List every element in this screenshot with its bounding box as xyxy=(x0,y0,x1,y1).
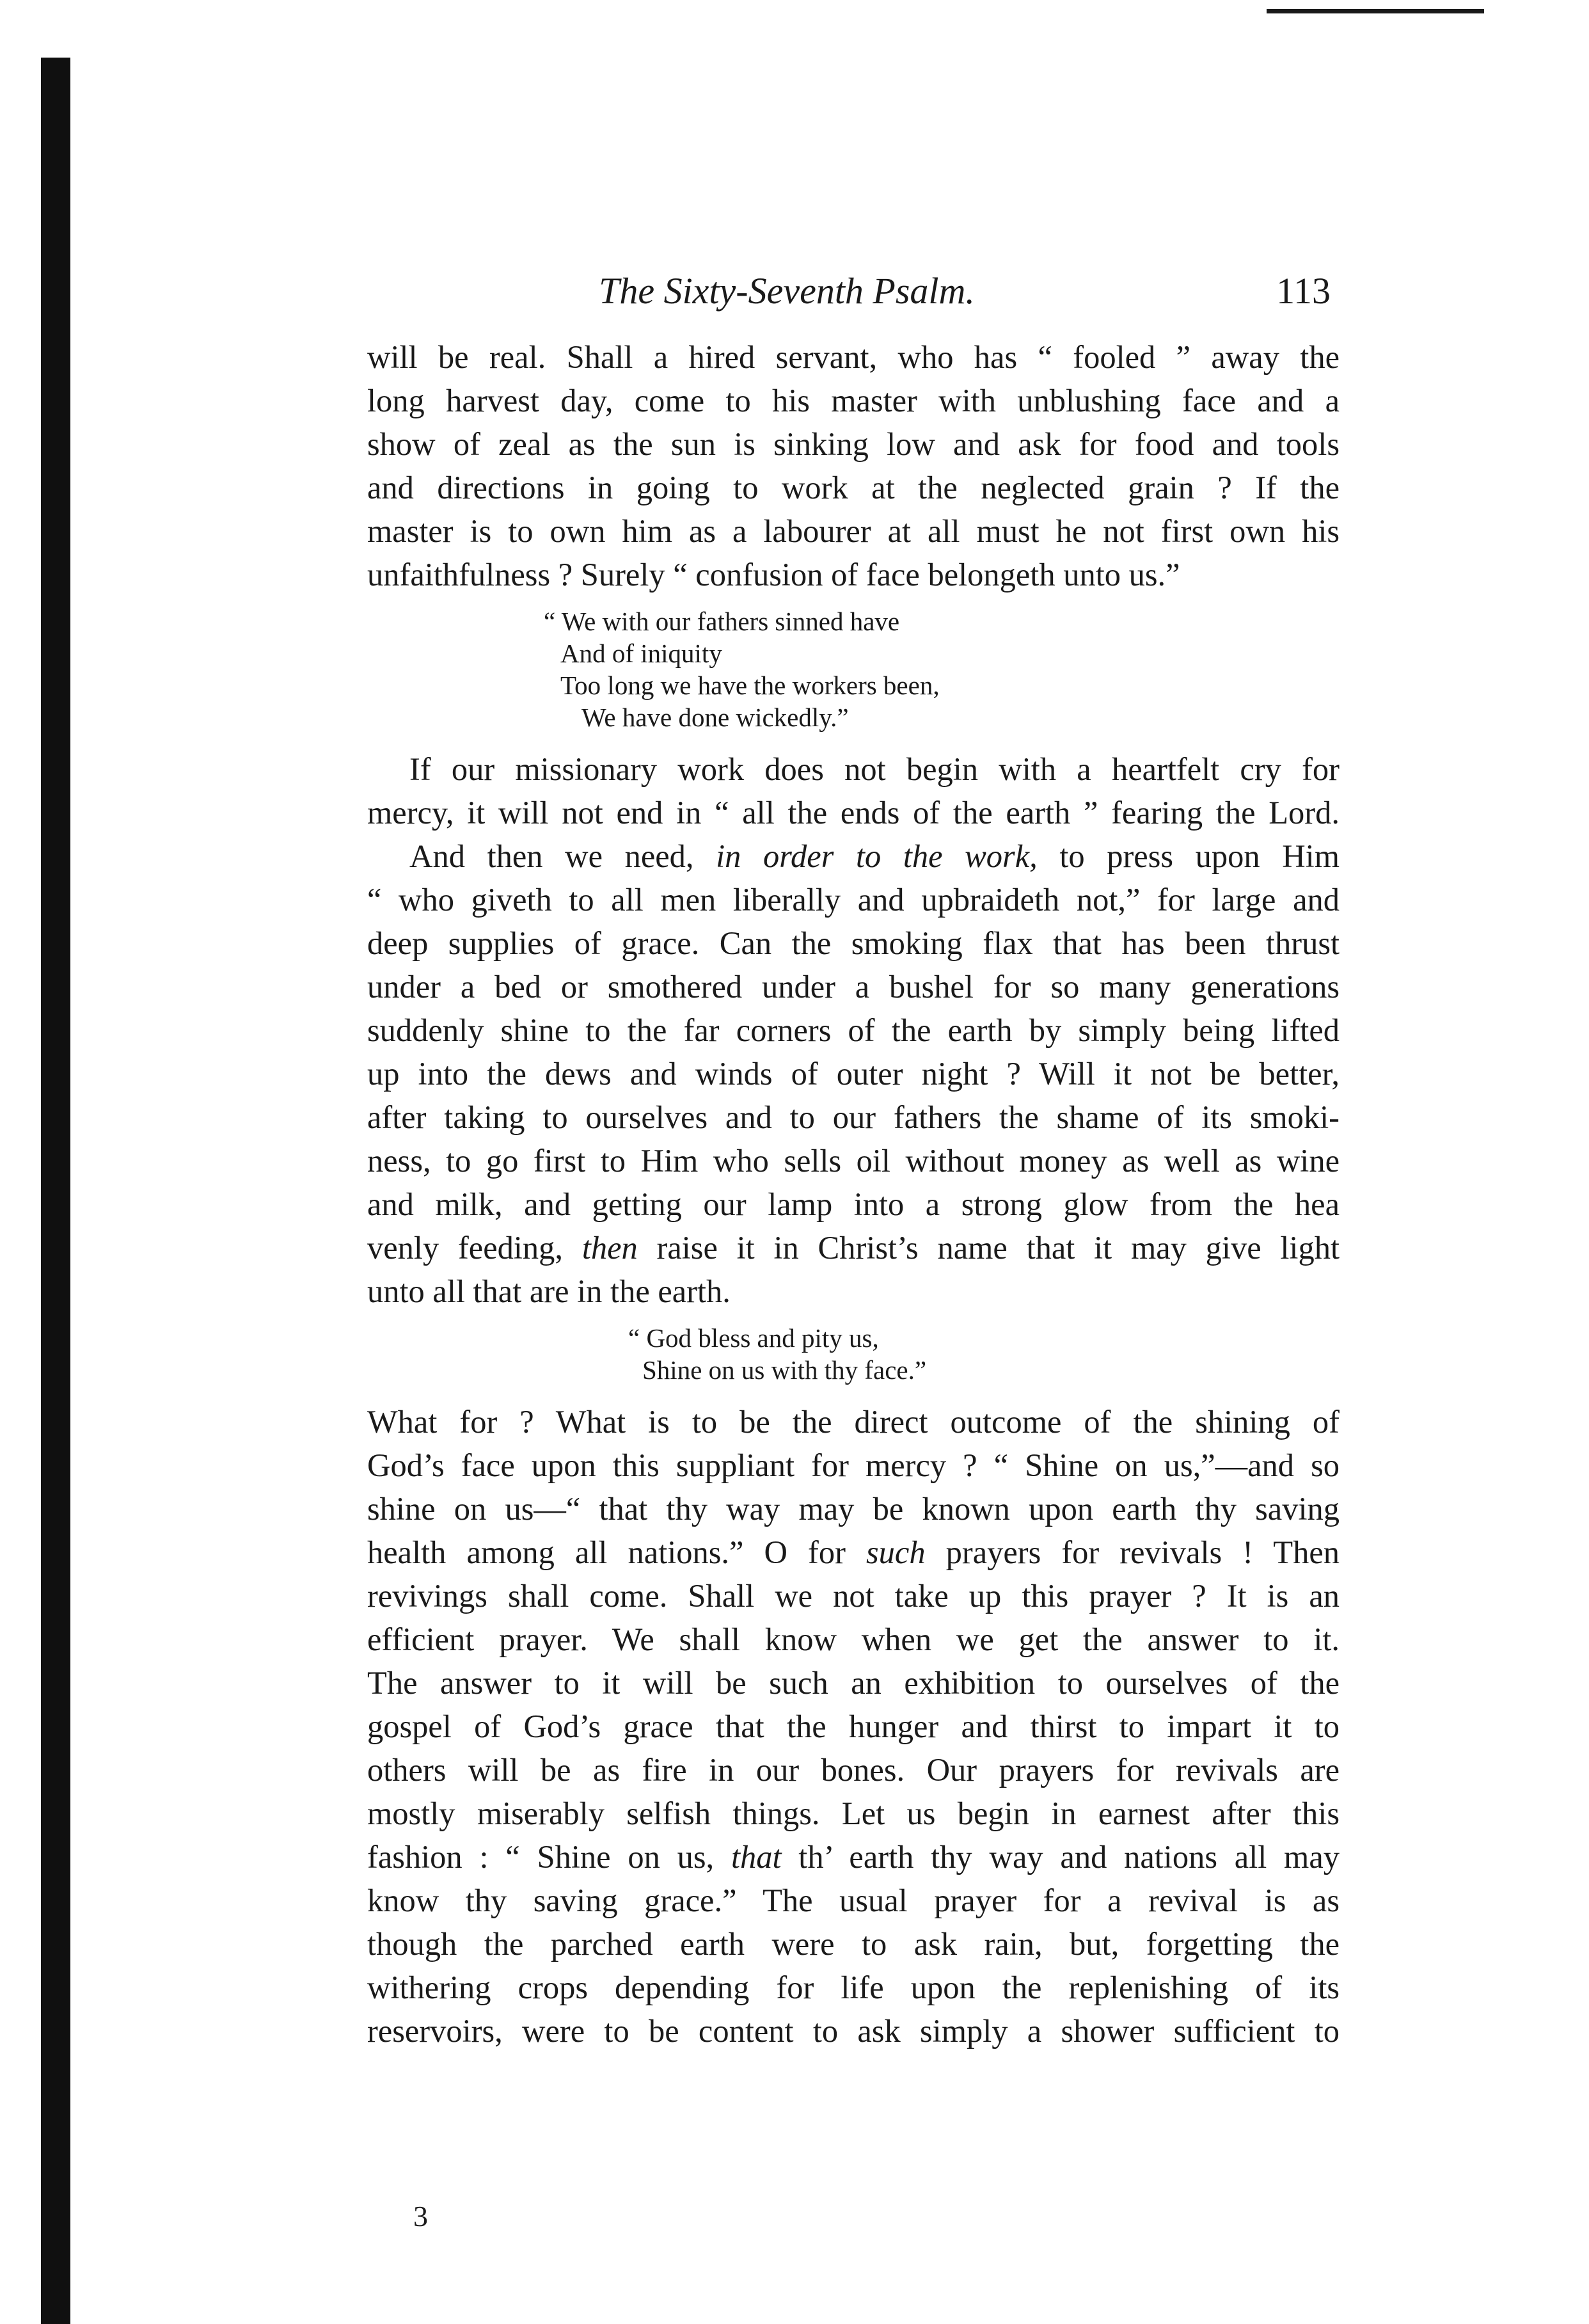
book-spine-shadow xyxy=(41,58,70,2324)
text-line: gospel of God’s grace that the hunger and thirst to impart it to xyxy=(367,1708,1340,1744)
text-line: mercy, it will not end in “ all the ends of the earth ” fearing the Lord. xyxy=(367,795,1340,831)
text-line: mostly miserably selfish things. Let us begin in earnest after this xyxy=(367,1795,1340,1831)
text-line: efficient prayer. We shall know when we get the answer to it. xyxy=(367,1621,1340,1657)
text-line: reservoirs, were to be content to ask simply a shower sufficient to xyxy=(367,2013,1340,2049)
verse-quote xyxy=(367,1322,1340,1386)
text-line: show of zeal as the sun is sinking low and ask for food and tools xyxy=(367,426,1340,462)
italic-run: that xyxy=(731,1839,782,1875)
paragraph xyxy=(367,1400,1340,2053)
verse-line: Too long we have the workers been, xyxy=(560,671,940,700)
text-line: will be real. Shall a hired servant, who has “ fooled ” away the xyxy=(367,339,1340,375)
verse-line: “ God bless and pity us, xyxy=(628,1323,879,1353)
text-line: up into the dews and winds of outer night ? Will it not be better, xyxy=(367,1056,1340,1092)
text-line xyxy=(367,834,1340,878)
text-run: And then we need, xyxy=(409,838,716,874)
signature-mark: 3 xyxy=(413,2200,428,2232)
text-line: under a bed or smothered under a bushel for so many generations xyxy=(367,969,1340,1005)
text-line: master is to own him as a labourer at all must he not first own his xyxy=(367,513,1340,549)
text-run: th’ earth thy way and nations all may xyxy=(781,1839,1340,1875)
top-rule xyxy=(1267,9,1484,13)
paragraph xyxy=(367,834,1340,1313)
text-line: and directions in going to work at the neglected grain ? If the xyxy=(367,470,1340,505)
text-run: to press upon Him xyxy=(1037,838,1340,874)
text-line: unto all that are in the earth. xyxy=(367,1273,731,1309)
page-header xyxy=(409,266,1343,317)
verse-line: And of iniquity xyxy=(560,639,722,668)
text-line: withering crops depending for life upon the replenishing of its xyxy=(367,1970,1340,2005)
text-line: long harvest day, come to his master with unblushing face and a xyxy=(367,383,1340,418)
page-number: 113 xyxy=(1276,270,1331,312)
text-line: What for ? What is to be the direct outcome of the shining of xyxy=(367,1404,1340,1440)
text-line xyxy=(367,1226,1340,1269)
text-line xyxy=(367,1835,1340,1879)
text-line: after taking to ourselves and to our fathers the shame of its smoki- xyxy=(367,1099,1340,1135)
text-line: The answer to it will be such an exhibition to ourselves of the xyxy=(367,1665,1340,1701)
text-line: If our missionary work does not begin with a heartfelt cry for xyxy=(409,751,1340,787)
text-run: fashion : “ Shine on us, xyxy=(367,1839,731,1875)
text-run: health among all nations.” O for xyxy=(367,1534,867,1570)
text-line: and milk, and getting our lamp into a strong glow from the hea xyxy=(367,1186,1340,1222)
text-line: know thy saving grace.” The usual prayer for a revival is as xyxy=(367,1882,1340,1918)
verse-line: We have done wickedly.” xyxy=(581,703,849,732)
running-title: The Sixty-Seventh Psalm. xyxy=(599,270,975,312)
text-line: revivings shall come. Shall we not take up this prayer ? It is an xyxy=(367,1578,1340,1614)
text-line: unfaithfulness ? Surely “ confusion of face belongeth unto us.” xyxy=(367,557,1180,593)
text-line: suddenly shine to the far corners of the earth by simply being lifted xyxy=(367,1012,1340,1048)
text-line: others will be as fire in our bones. Our prayers for revivals are xyxy=(367,1752,1340,1788)
text-line: deep supplies of grace. Can the smoking flax that has been thrust xyxy=(367,925,1340,961)
text-line: ness, to go first to Him who sells oil without money as well as wine xyxy=(367,1143,1340,1179)
verse-line: “ We with our fathers sinned have xyxy=(544,607,900,636)
text-run: prayers for revivals ! Then xyxy=(925,1534,1340,1570)
verse-line: Shine on us with thy face.” xyxy=(642,1355,927,1385)
text-line: “ who giveth to all men liberally and upbraideth not,” for large and xyxy=(367,882,1340,918)
text-line: though the parched earth were to ask rain, but, forgetting the xyxy=(367,1926,1340,1962)
paragraph xyxy=(367,335,1340,596)
text-run: venly feeding, xyxy=(367,1230,582,1266)
italic-run: such xyxy=(866,1534,926,1570)
text-line: shine on us—“ that thy way may be known upon earth thy saving xyxy=(367,1491,1340,1527)
text-line: God’s face upon this suppliant for mercy ? “ Shine on us,”—and so xyxy=(367,1447,1340,1483)
italic-run: in order to the work, xyxy=(716,838,1038,874)
text-run: raise it in Christ’s name that it may give light xyxy=(637,1230,1340,1266)
paragraph xyxy=(367,747,1340,834)
body-text xyxy=(367,335,1340,2053)
verse-quote xyxy=(367,605,1340,733)
italic-run: then xyxy=(581,1230,638,1266)
text-line xyxy=(367,1531,1340,1574)
